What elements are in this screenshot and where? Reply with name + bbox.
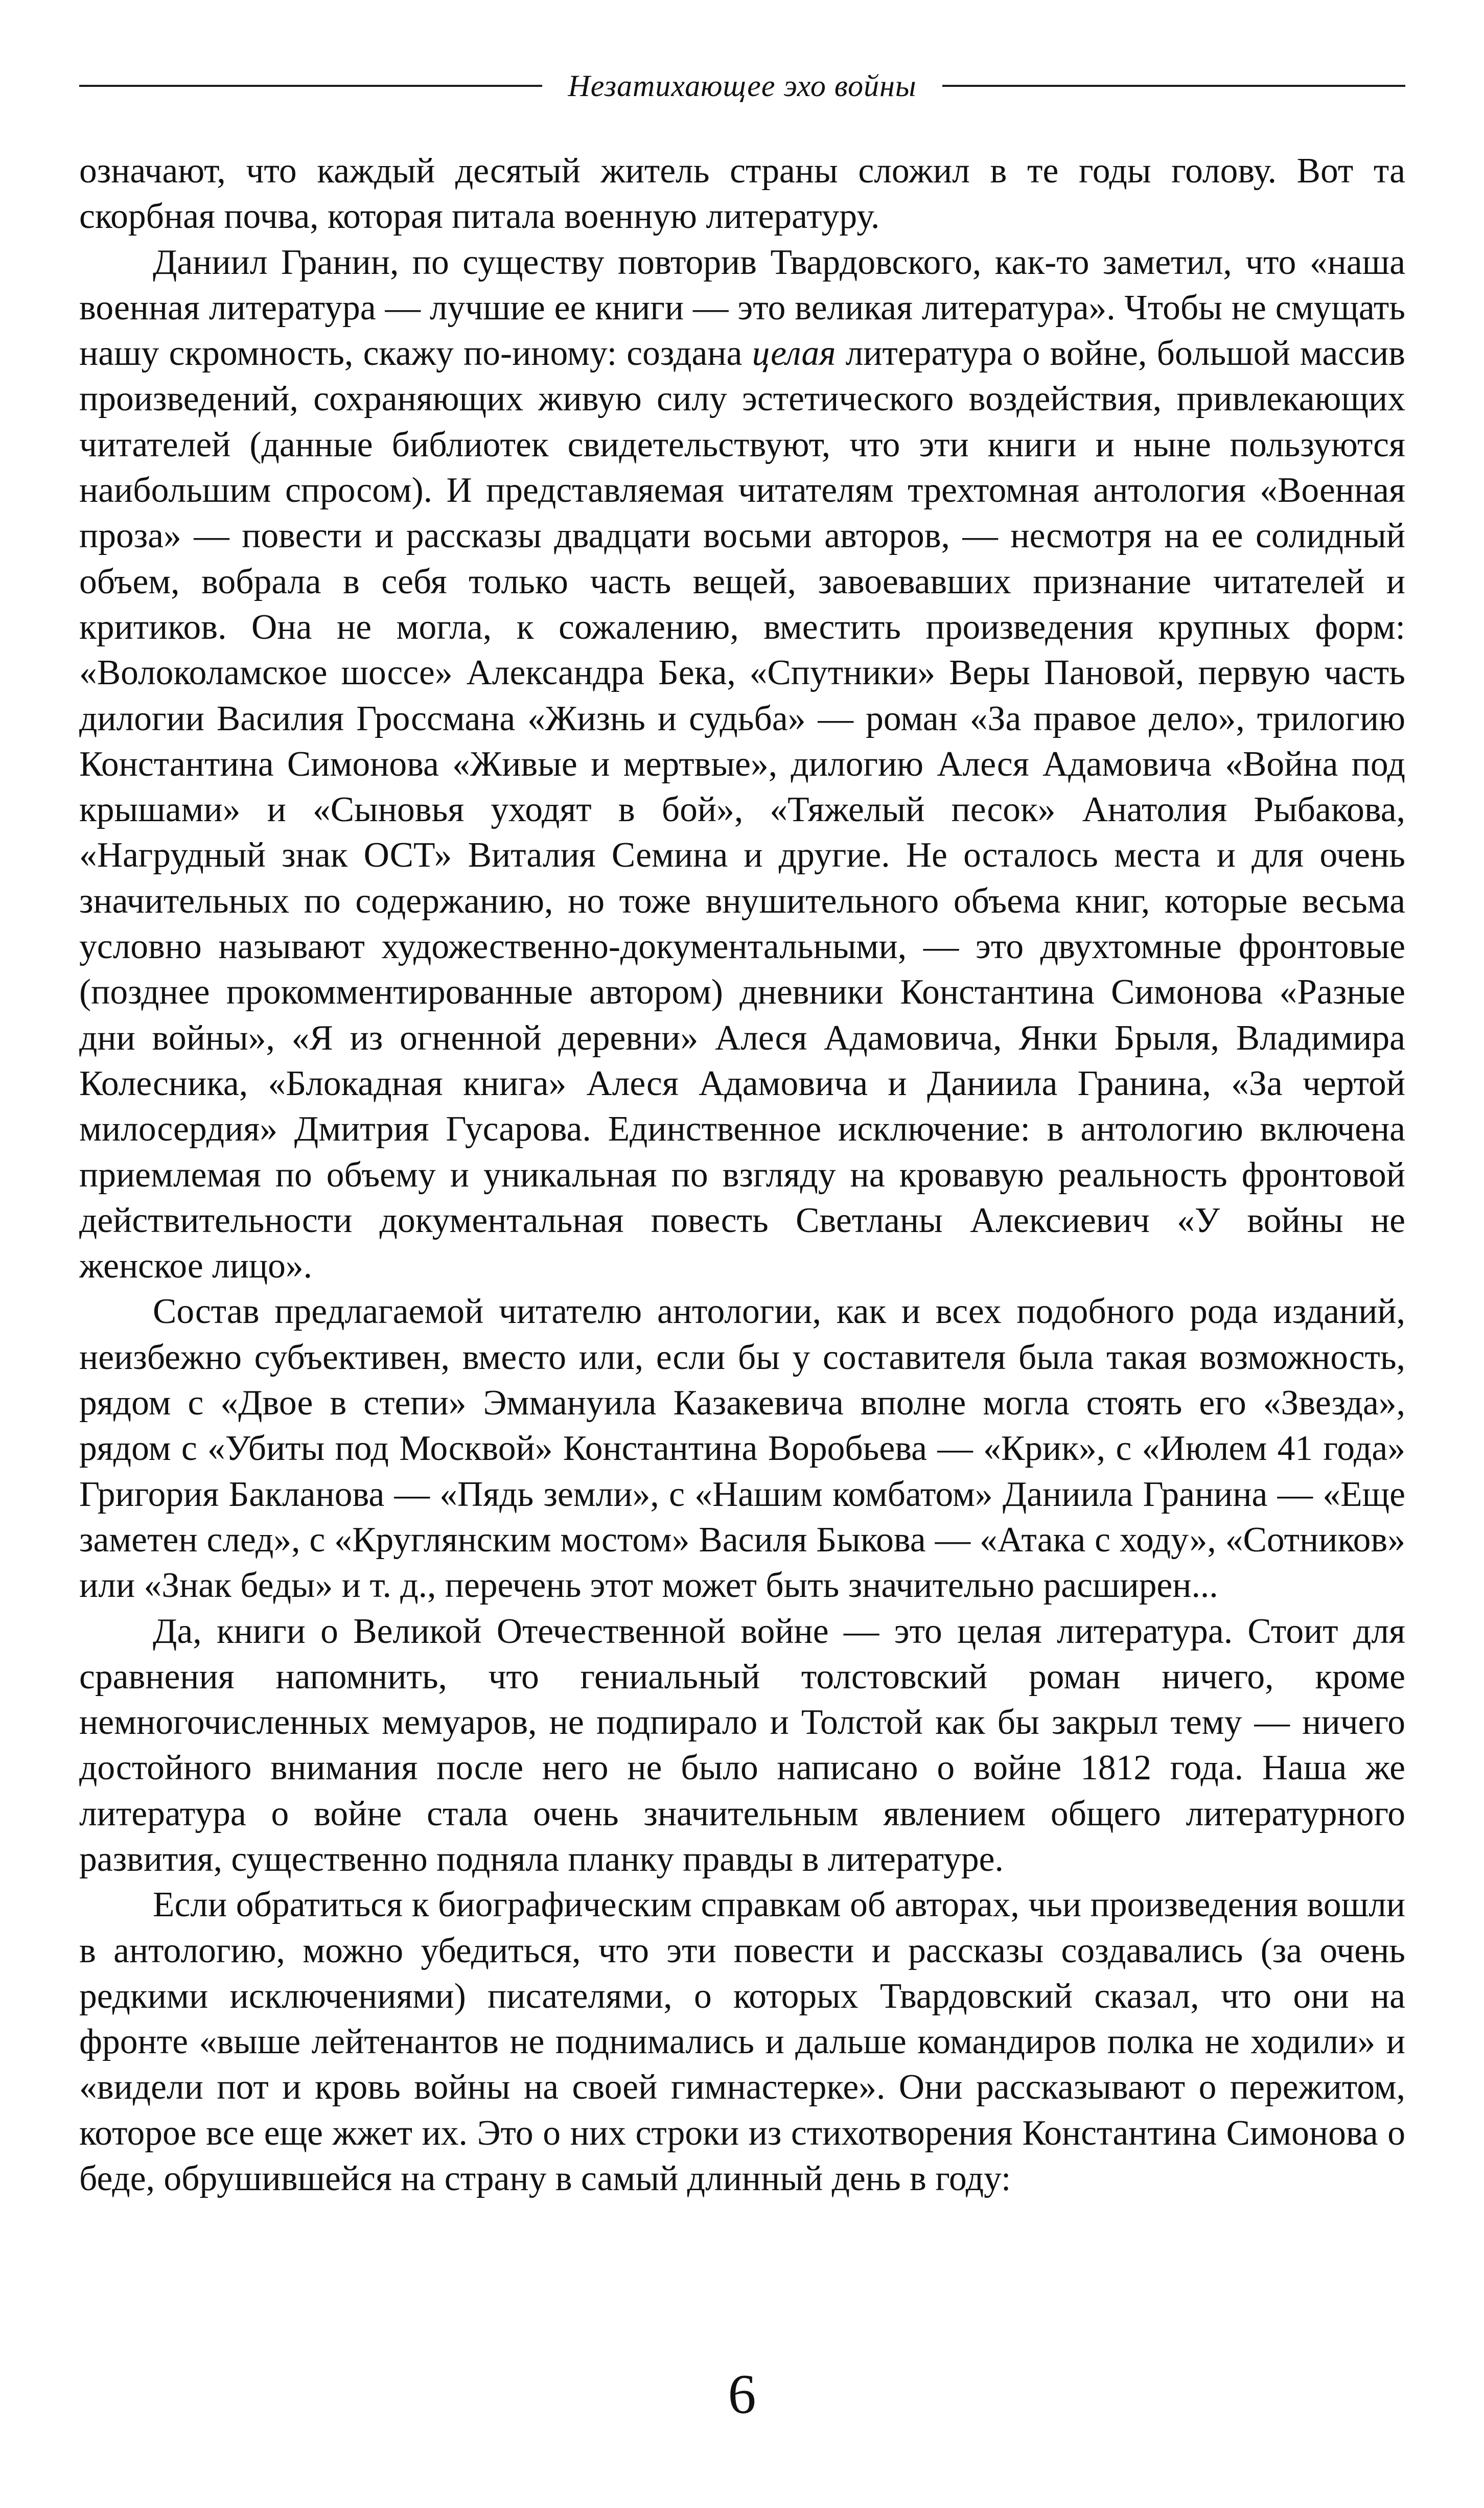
paragraph-biographies: Если обратиться к биографическим справкам об авторах, чьи произведения вошли в антологию, можно убедиться, что эти повести и рассказы создавались (за очень редкими исключениями) писателями, о которых Твардовский сказал, что они на фронте «выше лейтенантов не поднимались и дальше командиров полка не ходили» и «видели пот и кровь войны на своей гимнастерке». Они рассказывают о пережитом, которое все еще жжет их. Это о них строки из стихотворения Константина Симонова о беде, обрушившейся на страну в самый длинный день в году: xyxy=(79,1885,1405,2199)
running-head xyxy=(79,65,1405,106)
page-number: 6 xyxy=(728,2363,756,2425)
paragraph-anthology-composition: Состав предлагаемой читателю антологии, как и всех подобного рода изданий, неизбежно субъективен, вместо или, если бы у составителя была такая возможность, рядом с «Двое в степи» Эммануила Казакевича вполне могла стоять его «Звезда», рядом с «Убиты под Москвой» Константина Воробьева — «Крик», с «Июлем 41 года» Григория Бакланова — «Пядь земли», с «Нашим комбатом» Даниила Гранина — «Еще заметен след», с «Круглянским мостом» Василя Быкова — «Атака с ходу», «Сотников» или «Знак беды» и т. д., перечень этот может быть значительно расширен... xyxy=(79,1292,1405,1606)
body-text xyxy=(79,148,1405,2330)
paragraph-continuation: означают, что каждый десятый житель страны сложил в те годы голову. Вот та скорбная почва, которая питала военную литературу. xyxy=(79,151,1405,237)
paragraph-granin xyxy=(79,240,1405,1289)
paragraph-granin-rest: литература о войне, большой массив произведений, сохраняющих живую силу эстетического воздействия, привлекающих читателей (данные библиотек свидетельствуют, что эти книги и ныне пользуются наибольшим спросом). И представляемая читателям трехтомная антология «Военная проза» — повести и рассказы двадцати восьми авторов, — несмотря на ее солидный объем, вобрала в себя только часть вещей, завоевавших признание читателей и критиков. Она не могла, к сожалению, вместить произведения крупных форм: «Волоколамское шоссе» Александра Бека, «Спутники» Веры Пановой, первую часть дилогии Василия Гроссмана «Жизнь и судьба» — роман «За правое дело», трилогию Константина Симонова «Живые и мертвые», дилогию Алеся Адамовича «Война под крышами» и «Сыновья уходят в бой», «Тяжелый песок» Анатолия Рыбакова, «Нагрудный знак ОСТ» Виталия Семина и другие. Не осталось места и для очень значительных по содержанию, но тоже внушительного объема книг, которые весьма условно называют художественно-документальными, — это двухтомные фронтовые (позднее прокомментированные автором) дневники Константина Симонова «Разные дни войны», «Я из огненной деревни» Алеся Адамовича, Янки Брыля, Владимира Колесника, «Блокадная книга» Алеся Адамовича и Даниила Гранина, «За чертой милосердия» Дмитрия Гусарова. Единственное исключение: в антологию включена приемлемая по объему и уникальная по взгляду на кровавую реальность фронтовой действительности документальная повесть Светланы Алексиевич «У войны не женское лицо». xyxy=(79,334,1405,1286)
running-head-rule-left xyxy=(79,85,542,87)
paragraph-whole-literature: Да, книги о Великой Отечественной войне — это целая литература. Стоит для сравнения напомнить, что гениальный толстовский роман ничего, кроме немногочисленных мемуаров, не подпирало и Толстой как бы закрыл тему — ничего достойного внимания после него не было написано о войне 1812 года. Наша же литература о войне стала очень значительным явлением общего литературного развития, существенно подняла планку правды в литературе. xyxy=(79,1611,1405,1879)
running-head-title: Незатихающее эхо войны xyxy=(568,68,917,103)
paragraph-granin-start: Даниил Гранин, по существу повторив Твардовского, как-то заметил, что «наша военная литература — лучшие ее книги — это великая литература». Чтобы не смущать нашу скромность, скажу по-иному: создана xyxy=(79,242,1405,374)
running-head-rule-right xyxy=(942,85,1405,87)
emphasis-word: целая xyxy=(752,334,836,374)
